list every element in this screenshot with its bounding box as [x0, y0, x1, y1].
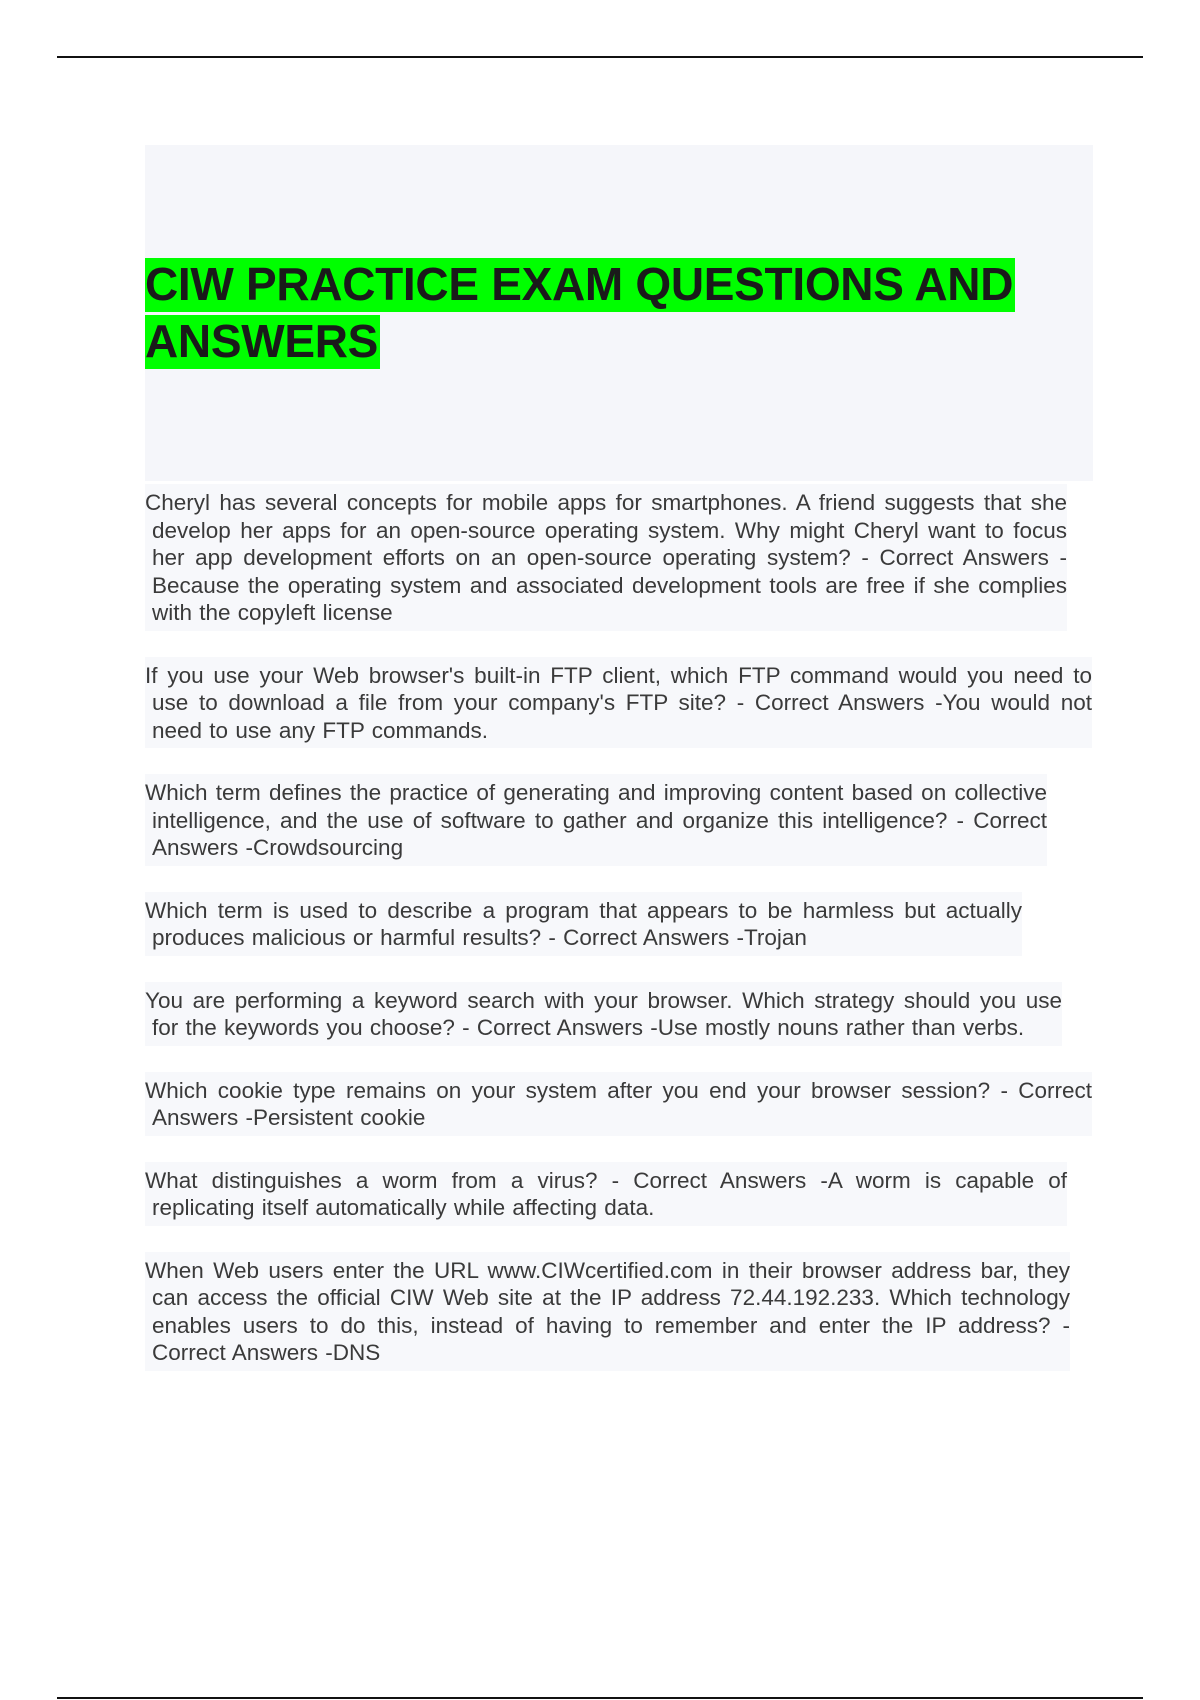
qa-item-8: When Web users enter the URL www.CIWcertified.com in their browser address bar, they can access the official CIW Web site at the IP address 72.44.192.233. Which technology enables users to do this, instead of having to remember and enter the IP address? - Correct Answers -DNS [145, 1252, 1070, 1371]
qa-item-7: What distinguishes a worm from a virus? - Correct Answers -A worm is capable of replicating itself automatically while affecting data. [145, 1162, 1067, 1226]
document-page [145, 145, 1093, 1397]
title-highlight: CIW PRACTICE EXAM QUESTIONS AND ANSWERS [145, 258, 1014, 367]
footer-rule [57, 1697, 1143, 1699]
qa-item-3: Which term defines the practice of generating and improving content based on collective intelligence, and the use of software to gather and organize this intelligence? - Correct Answers -Crowdsourcing [145, 774, 1047, 866]
document-title [145, 256, 1093, 370]
qa-list [145, 484, 1093, 1371]
qa-item-5: You are performing a keyword search with your browser. Which strategy should you use for the keywords you choose? - Correct Answers -Use mostly nouns rather than verbs. [145, 982, 1062, 1046]
qa-item-4: Which term is used to describe a program that appears to be harmless but actually produces malicious or harmful results? - Correct Answers -Trojan [145, 892, 1022, 956]
header-rule [57, 56, 1143, 58]
qa-item-6: Which cookie type remains on your system after you end your browser session? - Correct Answers -Persistent cookie [145, 1072, 1092, 1136]
qa-item-2: If you use your Web browser's built-in FTP client, which FTP command would you need to use to download a file from your company's FTP site? - Correct Answers -You would not need to use any FTP commands. [145, 657, 1092, 749]
qa-item-1: Cheryl has several concepts for mobile apps for smartphones. A friend suggests that she develop her apps for an open-source operating system. Why might Cheryl want to focus her app development efforts on an open-source operating system? - Correct Answers -Because the operating system and associated development tools are free if she complies with the copyleft license [145, 484, 1067, 631]
title-band [145, 145, 1093, 481]
